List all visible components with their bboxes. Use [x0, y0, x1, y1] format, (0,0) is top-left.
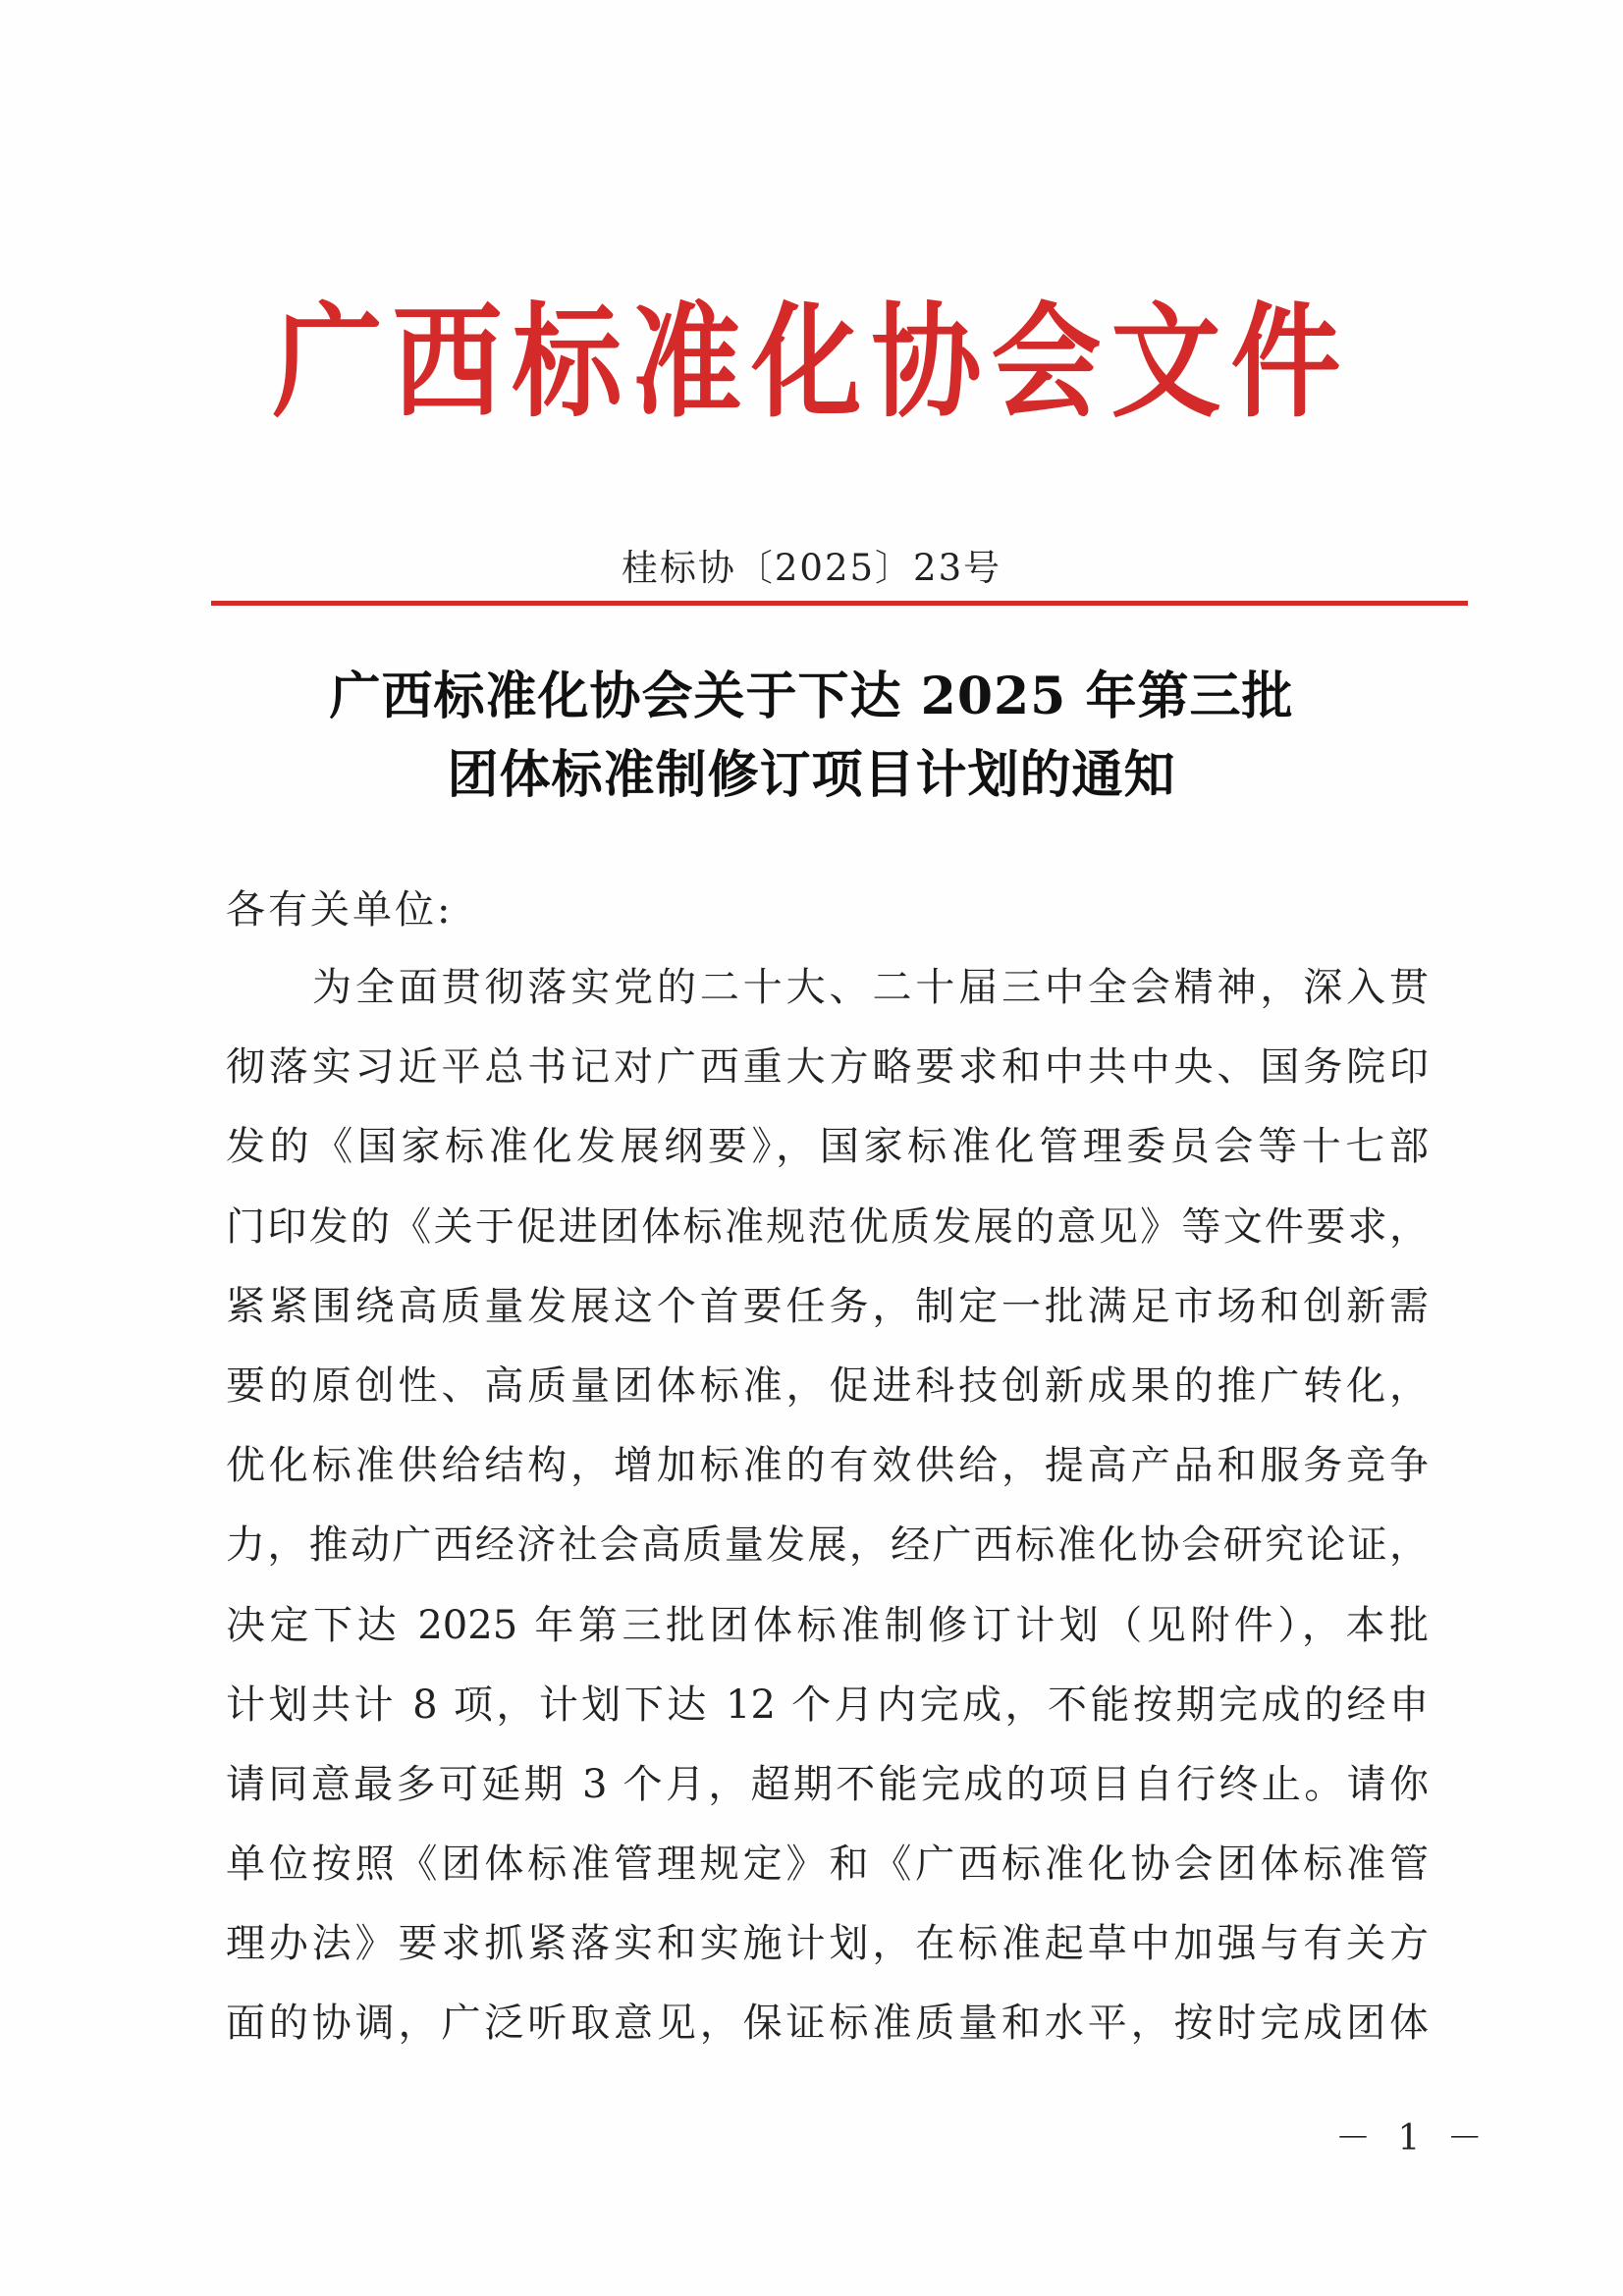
body-line: 优化标准供给结构，增加标准的有效供给，提高产品和服务竞争 — [226, 1443, 1429, 1489]
body-line: 紧紧围绕高质量发展这个首要任务，制定一批满足市场和创新需 — [226, 1283, 1429, 1329]
red-divider-line — [211, 601, 1468, 606]
body-line: 为全面贯彻落实党的二十大、二十届三中全会精神，深入贯 — [312, 965, 1429, 1010]
body-paragraph — [226, 957, 1429, 2073]
notice-title — [0, 658, 1623, 815]
body-line: 力，推动广西经济社会高质量发展，经广西标准化协会研究论证， — [226, 1522, 1429, 1569]
body-line: 面的协调，广泛听取意见，保证标准质量和水平，按时完成团体 — [226, 2001, 1429, 2047]
body-line: 决定下达 2025 年第三批团体标准制修订计划（见附件），本批 — [226, 1602, 1429, 1648]
salutation: 各有关单位: — [226, 887, 454, 933]
body-line: 理办法》要求抓紧落实和实施计划，在标准起草中加强与有关方 — [226, 1921, 1429, 1967]
body-line: 要的原创性、高质量团体标准，促进科技创新成果的推广转化， — [226, 1362, 1429, 1409]
body-line: 计划共计 8 项，计划下达 12 个月内完成，不能按期完成的经申 — [226, 1682, 1429, 1728]
notice-title-line-2: 团体标准制修订项目计划的通知 — [447, 745, 1176, 805]
body-line: 单位按照《团体标准管理规定》和《广西标准化协会团体标准管 — [226, 1842, 1429, 1888]
page-number: － 1 － — [1335, 2118, 1490, 2159]
body-line: 发的《国家标准化发展纲要》，国家标准化管理委员会等十七部 — [226, 1124, 1429, 1170]
document-number: 桂标协〔2025〕23号 — [621, 547, 1002, 589]
notice-title-line-1: 广西标准化协会关于下达 2025 年第三批 — [329, 667, 1294, 726]
body-line: 彻落实习近平总书记对广西重大方略要求和中共中央、国务院印 — [226, 1044, 1429, 1091]
org-header-title: 广西标准化协会文件 — [272, 291, 1351, 435]
body-line: 请同意最多可延期 3 个月，超期不能完成的项目自行终止。请你 — [226, 1761, 1429, 1807]
body-line: 门印发的《关于促进团体标准规范优质发展的意见》等文件要求， — [226, 1203, 1429, 1250]
